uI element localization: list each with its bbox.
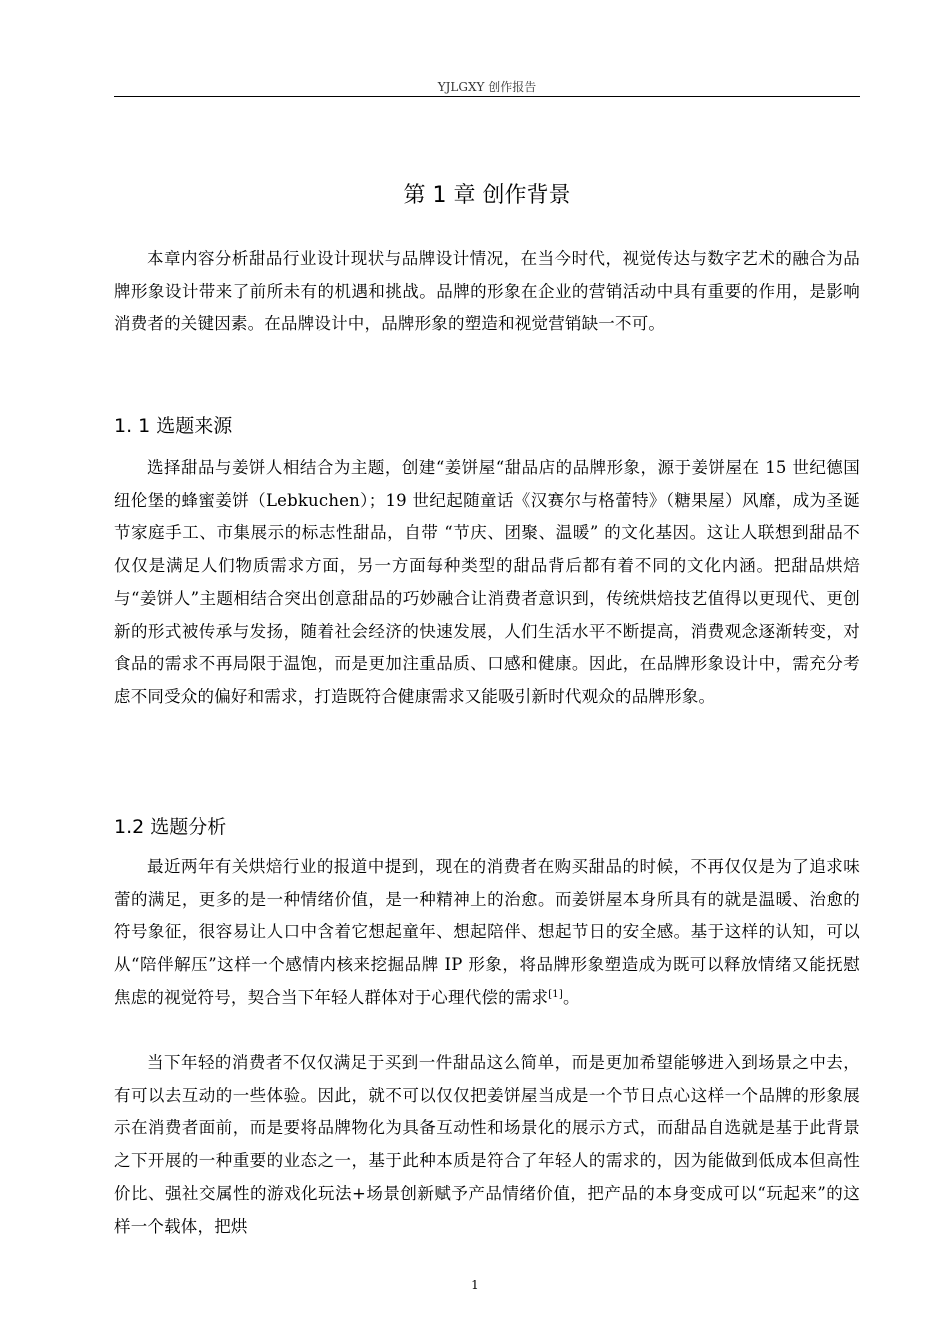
section-1-2-title: 1.2 选题分析 xyxy=(114,816,227,838)
page-number: 1 xyxy=(471,1278,479,1292)
header-divider xyxy=(114,96,860,97)
paragraph-end: 。 xyxy=(562,987,580,1007)
citation-reference[interactable]: [1] xyxy=(548,988,563,1000)
section-1-1-paragraph: 选择甜品与姜饼人相结合为主题，创建“姜饼屋“甜品店的品牌形象，源于姜饼屋在 15 世纪德国纽伦堡的蜂蜜姜饼（Lebkuchen）；19 世纪起随童话《汉赛尔与格蕾特》（糖果屋）风靡，成为圣诞节家庭手工、市集展示的标志性甜品，自带 “节庆、团聚、温暖” 的文化基因。这让人联想到甜品不仅仅是满足人们物质需求方面，另一方面每种类型的甜品背后都有着不同的文化内涵。把甜品烘焙与“姜饼人”主题相结合突出创意甜品的巧妙融合让消费者意识到，传统烘焙技艺值得以更现代、更创新的形式被传承与发扬，随着社会经济的快速发展，人们生活水平不断提高，消费观念逐渐转变，对食品的需求不再局限于温饱，而是更加注重品质、口感和健康。因此，在品牌形象设计中，需充分考虑不同受众的偏好和需求，打造既符合健康需求又能吸引新时代观众的品牌形象。 xyxy=(114,458,860,706)
intro-paragraph: 本章内容分析甜品行业设计现状与品牌设计情况，在当今时代，视觉传达与数字艺术的融合为品牌形象设计带来了前所未有的机遇和挑战。品牌的形象在企业的营销活动中具有重要的作用，是影响消费者的关键因素。在品牌设计中，品牌形象的塑造和视觉营销缺一不可。 xyxy=(114,249,860,334)
page-header: YJLGXY 创作报告 xyxy=(437,80,537,94)
section-1-2-paragraph-2: 当下年轻的消费者不仅仅满足于买到一件甜品这么简单，而是更加希望能够进入到场景之中去，有可以去互动的一些体验。因此，就不可以仅仅把姜饼屋当成是一个节日点心这样一个品牌的形象展示在消费者面前，而是要将品牌物化为具备互动性和场景化的展示方式，而甜品自选就是基于此背景之下开展的一种重要的业态之一，基于此种本质是符合了年轻人的需求的，因为能做到低成本但高性价比、强社交属性的游戏化玩法+场景创新赋予产品情绪价值，把产品的本身变成可以“玩起来”的这样一个载体，把烘 xyxy=(114,1053,860,1236)
paragraph-text: 最近两年有关烘焙行业的报道中提到，现在的消费者在购买甜品的时候，不再仅仅是为了追求味蕾的满足，更多的是一种情绪价值，是一种精神上的治愈。而姜饼屋本身所具有的就是温暖、治愈的符号象征，很容易让人口中含着它想起童年、想起陪伴、想起节日的安全感。基于这样的认知，可以从“陪伴解压”这样一个感情内核来挖掘品牌 IP 形象，将品牌形象塑造成为既可以释放情绪又能抚慰焦虑的视觉符号，契合当下年轻人群体对于心理代偿的需求 xyxy=(114,857,860,1007)
section-1-2-paragraph-1 xyxy=(114,851,860,1015)
section-1-1-title: 1. 1 选题来源 xyxy=(114,415,233,437)
chapter-title: 第 1 章 创作背景 xyxy=(403,183,571,208)
